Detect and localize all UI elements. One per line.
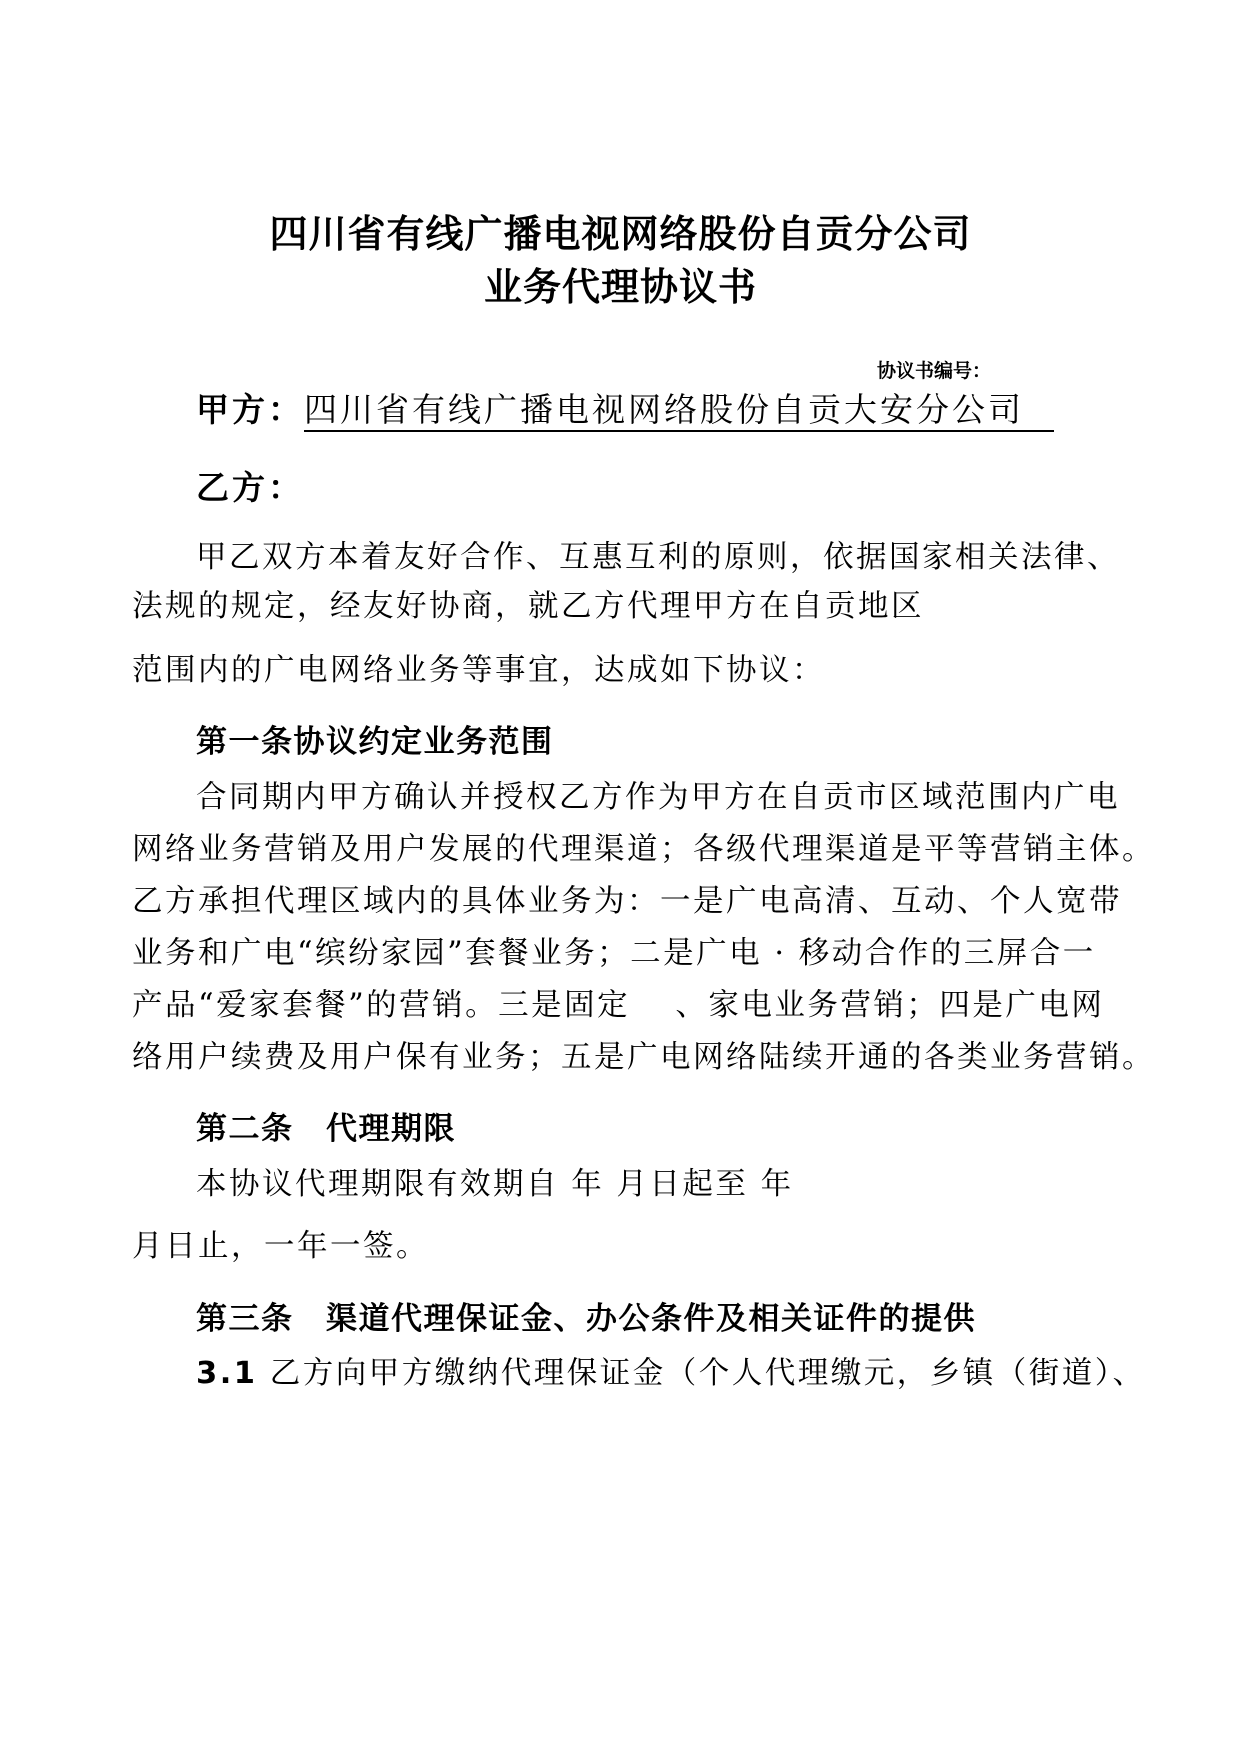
document-title: 四川省有线广播电视网络股份自贡分公司 (269, 212, 972, 256)
article-3-heading: 第三条 渠道代理保证金、办公条件及相关证件的提供 (196, 1301, 976, 1337)
party-a-line (196, 384, 1054, 432)
article-1-line: 络用户续费及用户保有业务；五是广电网络陆续开通的各类业务营销。 (132, 1040, 1155, 1075)
agreement-number-label: 协议书编号： (877, 360, 992, 382)
party-b-label: 乙方： (196, 468, 304, 507)
article-1-line: 产品“爱家套餐”的营销。三是固定 、家电业务营销；四是广电网 (132, 988, 1105, 1023)
party-a-label: 甲方： (196, 390, 304, 429)
article-3-1-line (196, 1356, 1145, 1392)
intro-line: 甲乙双方本着友好合作、互惠互利的原则，依据国家相关法律、 (196, 540, 1120, 575)
article-1-line: 乙方承担代理区域内的具体业务为：一是广电高清、互动、个人宽带 (132, 884, 1122, 919)
article-3-1-number: 3.1 (196, 1356, 258, 1391)
article-1-line: 业务和广电“缤纷家园”套餐业务；二是广电 · 移动合作的三屏合一 (132, 936, 1096, 971)
article-2-heading: 第二条 代理期限 (196, 1111, 456, 1147)
intro-line: 范围内的广电网络业务等事宜，达成如下协议： (132, 653, 825, 688)
party-a-value: 四川省有线广播电视网络股份自贡大安分公司 (304, 390, 1054, 432)
article-1-line: 合同期内甲方确认并授权乙方作为甲方在自贡市区域范围内广电 (196, 780, 1120, 815)
article-1-heading: 第一条协议约定业务范围 (196, 724, 554, 760)
intro-line: 法规的规定，经友好协商，就乙方代理甲方在自贡地区 (132, 589, 924, 624)
document-subtitle: 业务代理协议书 (483, 265, 757, 309)
article-1-line: 网络业务营销及用户发展的代理渠道；各级代理渠道是平等营销主体。 (132, 832, 1155, 867)
article-2-line: 本协议代理期限有效期自 年 月日起至 年 (196, 1167, 794, 1202)
party-b-line (196, 462, 304, 509)
article-2-line: 月日止，一年一签。 (132, 1229, 429, 1264)
article-3-1-text: 乙方向甲方缴纳代理保证金（个人代理缴元，乡镇（街道）、 (269, 1356, 1146, 1391)
